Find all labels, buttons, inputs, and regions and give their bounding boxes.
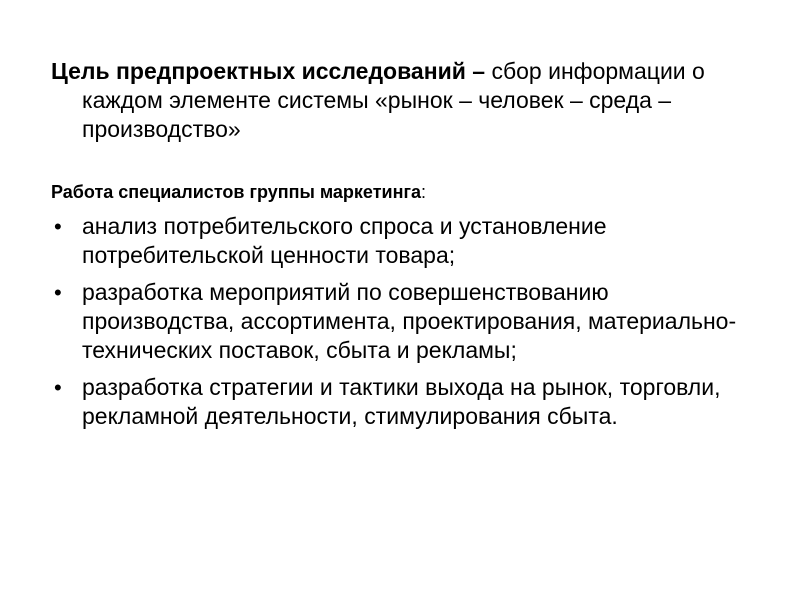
marketing-heading-colon: : (420, 182, 426, 202)
bullet-icon: • (54, 280, 62, 305)
goal-paragraph (51, 57, 782, 144)
list-item-text: разработка стратегии и тактики выхода на рынок, торговли, рекламной деятельности, стимулирования сбыта. (82, 374, 721, 429)
goal-term: Цель предпроектных исследований – (51, 58, 492, 84)
bullet-icon: • (54, 375, 62, 400)
bullet-icon: • (54, 214, 62, 239)
list-item (51, 278, 751, 365)
marketing-task-list (51, 212, 751, 439)
list-item-text: разработка мероприятий по совершенствованию производства, ассортимента, проектирования, материально-технических поставок, сбыта и рекламы; (82, 279, 737, 363)
goal-definition: сбор информации о каждом элементе системы «рынок – человек – среда – производство» (82, 58, 705, 142)
marketing-heading (51, 180, 751, 204)
list-item (51, 212, 751, 270)
list-item (51, 373, 751, 431)
marketing-heading-text: Работа специалистов группы маркетинга (51, 182, 421, 202)
list-item-text: анализ потребительского спроса и установление потребительской ценности товара; (82, 213, 607, 268)
